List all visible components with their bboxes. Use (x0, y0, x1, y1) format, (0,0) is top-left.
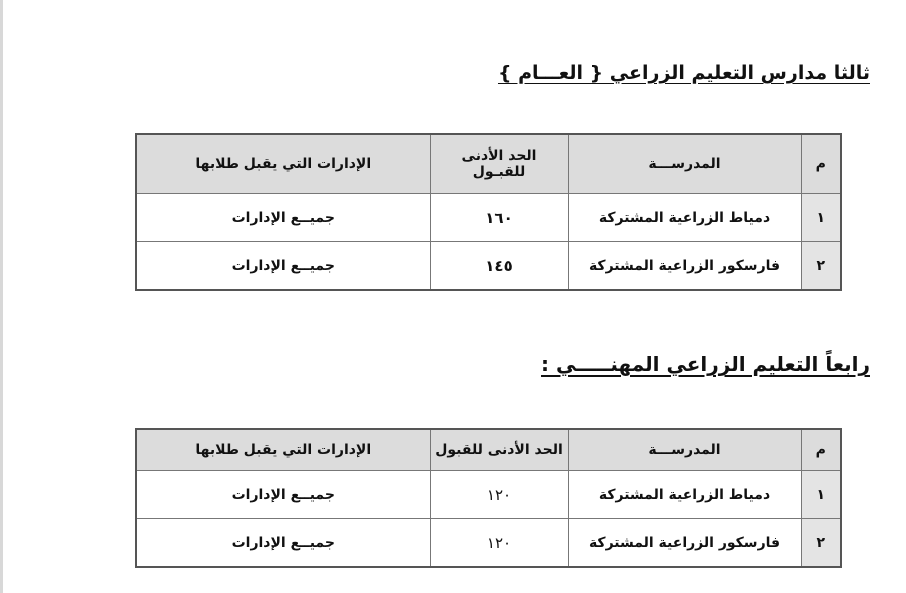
row-number: ٢ (801, 242, 841, 291)
header-school: المدرســـة (568, 429, 801, 471)
school-name: دمياط الزراعية المشتركة (568, 194, 801, 242)
table-row (136, 194, 841, 242)
row-number: ١ (801, 471, 841, 519)
row-number: ٢ (801, 519, 841, 568)
header-administrations: الإدارات التي يقبل طلابها (136, 134, 430, 194)
administrations: جميــع الإدارات (136, 242, 430, 291)
school-name: فارسكور الزراعية المشتركة (568, 242, 801, 291)
table-header-row (136, 134, 841, 194)
header-school: المدرســـة (568, 134, 801, 194)
table-row (136, 471, 841, 519)
administrations: جميــع الإدارات (136, 194, 430, 242)
min-score: ١٢٠ (430, 519, 568, 568)
school-name: دمياط الزراعية المشتركة (568, 471, 801, 519)
school-name: فارسكور الزراعية المشتركة (568, 519, 801, 568)
header-min-score: الحد الأدنى للقبول (430, 429, 568, 471)
min-score: ١٤٥ (430, 242, 568, 291)
min-score: ١٢٠ (430, 471, 568, 519)
table-row (136, 519, 841, 568)
header-number: م (801, 429, 841, 471)
row-number: ١ (801, 194, 841, 242)
page-edge (0, 0, 3, 593)
administrations: جميــع الإدارات (136, 519, 430, 568)
header-number: م (801, 134, 841, 194)
general-agri-schools-table (135, 133, 842, 291)
min-score: ١٦٠ (430, 194, 568, 242)
table-row (136, 242, 841, 291)
header-min-score: الحد الأدنى للقبـول (430, 134, 568, 194)
section-3-heading: ثالثا مدارس التعليم الزراعي { العـــام } (497, 62, 870, 84)
vocational-agri-schools-table (135, 428, 842, 568)
section-4-heading: رابعاً التعليم الزراعي المهنـــــي : (541, 352, 870, 376)
administrations: جميــع الإدارات (136, 471, 430, 519)
header-administrations: الإدارات التي يقبل طلابها (136, 429, 430, 471)
table-header-row (136, 429, 841, 471)
